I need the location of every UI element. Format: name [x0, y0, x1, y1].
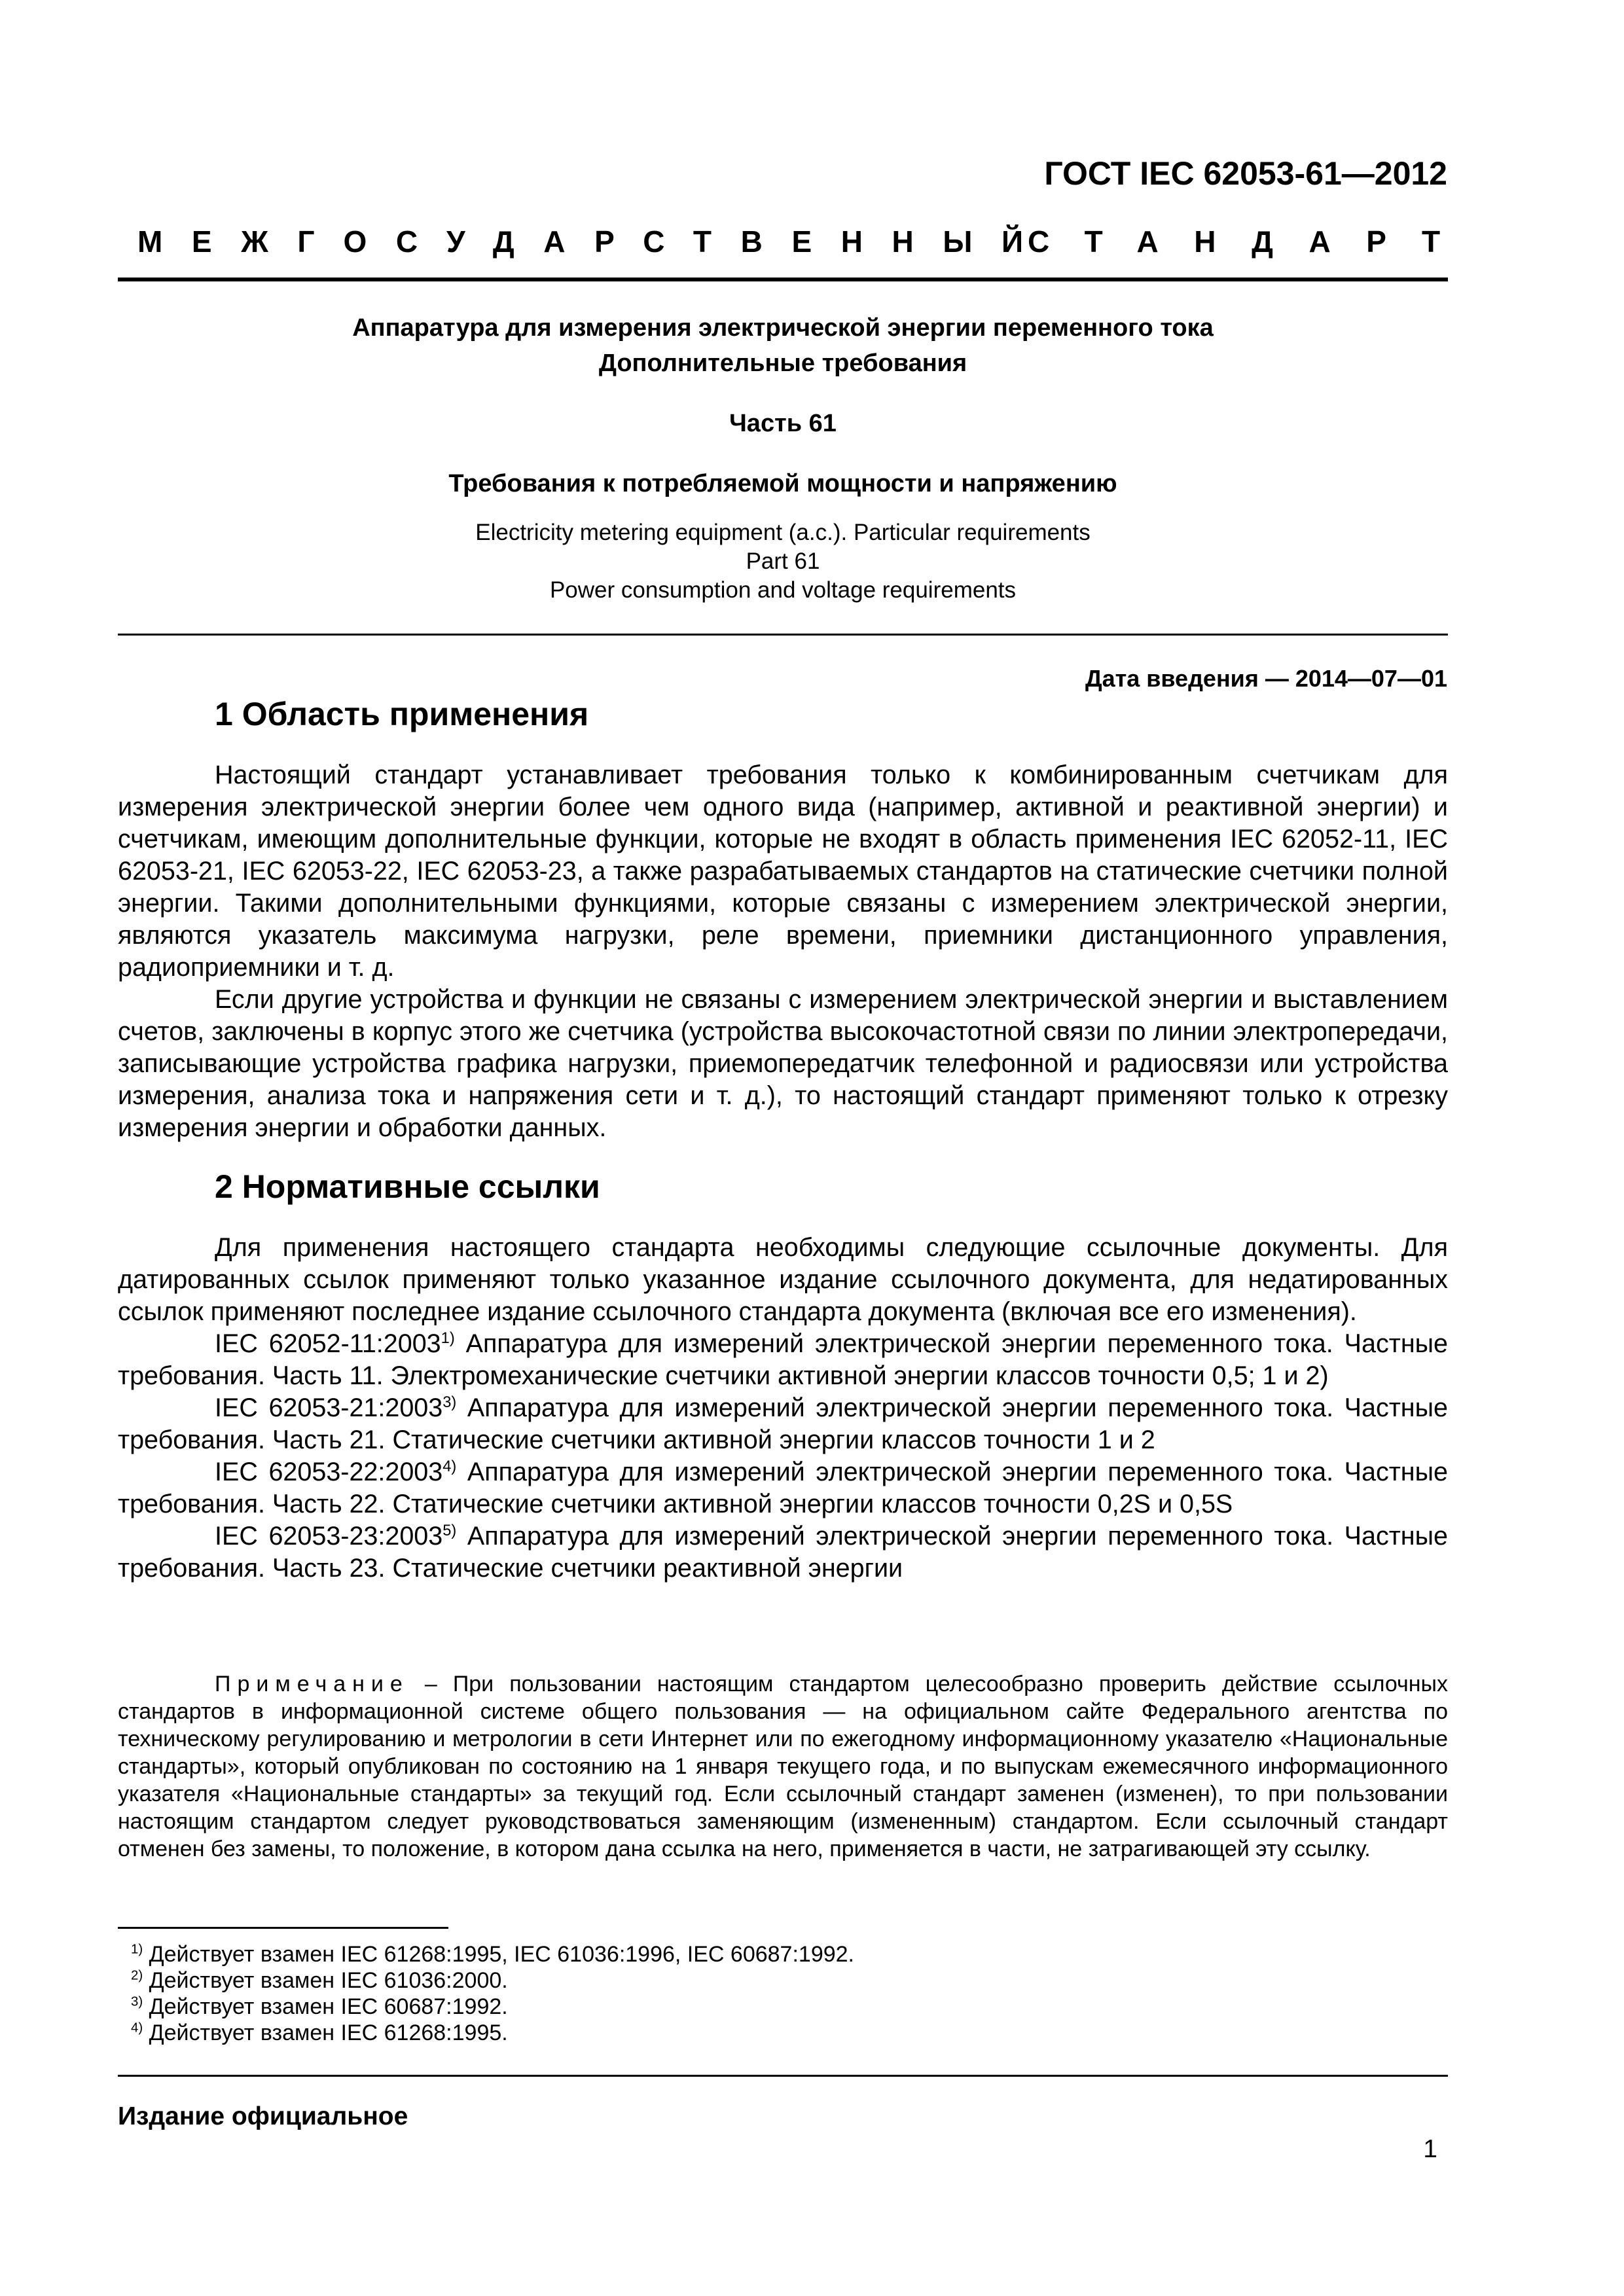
title-en-line-2: Part 61 [746, 548, 820, 574]
footnote-text: Действует взамен IEC 61268:1995. [143, 2020, 508, 2045]
reference-text: Аппаратура для измерений электрической энергии переменного тока. Частные требования. Часть 21. Статические счетчики активной энергии классов точности 1 и 2 [118, 1393, 1448, 1454]
edition-label: Издание официальное [118, 2102, 408, 2130]
reference-text: Аппаратура для измерений электрической энергии переменного тока. Частные требования. Часть 22. Статические счетчики активной энергии классов точности 0,2S и 0,5S [118, 1458, 1448, 1518]
footnote-item [131, 1941, 1448, 1967]
footnote-text: Действует взамен IEC 60687:1992. [143, 1994, 508, 2019]
reference-text: Аппаратура для измерений электрической энергии переменного тока. Частные требования. Часть 11. Электромеханические счетчики активной энергии классов точности 0,5; 1 и 2) [118, 1329, 1448, 1390]
reference-mark: 5) [442, 1522, 457, 1539]
reference-mark: 1) [441, 1329, 455, 1347]
title-subtitle: Требования к потребляемой мощности и напряжению [448, 470, 1117, 497]
section-2-heading: 2 Нормативные ссылки [215, 1168, 600, 1205]
footnote-item [131, 2020, 1448, 2046]
reference-item [118, 1392, 1448, 1456]
title-line-2: Дополнительные требования [598, 350, 967, 377]
title-line-1: Аппаратура для измерения электрической энергии переменного тока [352, 314, 1214, 342]
reference-code: IEC 62053-23:2003 [215, 1522, 443, 1551]
title-block [118, 310, 1448, 605]
footnote-rule [118, 1927, 448, 1929]
section-1-body [118, 759, 1448, 1144]
section-1-heading: 1 Область применения [215, 696, 589, 732]
note-block [118, 1670, 1448, 1863]
footnote-mark: 2) [131, 1968, 143, 1983]
reference-mark: 3) [442, 1393, 457, 1411]
section-1-paragraph-2: Если другие устройства и функции не связаны с измерением электрической энергии и выставлением счетов, заключены в корпус этого же счетчика (устройства высокочастотной связи по линии электропередачи, записывающие устройства графика нагрузки, приемопередатчик телефонной и радиосвязи или устройства измерения, анализа тока и напряжения сети и т. д.), то настоящий стандарт применяют только к отрезку измерения энергии и обработки данных. [118, 985, 1448, 1142]
footnote-text: Действует взамен IEC 61268:1995, IEC 61036:1996, IEC 60687:1992. [143, 1942, 854, 1967]
footnote-item [131, 1994, 1448, 2020]
standard-code: ГОСТ IEC 62053-61—2012 [1044, 155, 1447, 192]
note-text: – При пользовании настоящим стандартом целесообразно проверить действие ссылочных стандартов в информационной системе общего пользования — на официальном сайте Федерального агентства по техническому регулированию и метрологии в сети Интернет или по ежегодному информационному указателю «Национальные стандарты», который опубликован по состоянию на 1 января текущего года, и по выпускам ежемесячного информационного указателя «Национальные стандарты» за текущий год. Если ссылочный стандарт заменен (изменен), то при пользовании настоящим стандартом следует руководствоваться заменяющим (измененным) стандартом. Если ссылочный стандарт отменен без замены, то положение, в котором дана ссылка на него, применяется в части, не затрагивающей эту ссылку. [118, 1672, 1448, 1861]
footnote-item [131, 1967, 1448, 1994]
title-part: Часть 61 [729, 410, 837, 437]
note-paragraph [118, 1670, 1448, 1863]
page-number: 1 [1423, 2135, 1437, 2163]
reference-item [118, 1328, 1448, 1392]
footnote-text: Действует взамен IEC 61036:2000. [143, 1968, 508, 1993]
title-en-line-3: Power consumption and voltage requirements [549, 577, 1017, 603]
footnote-mark: 3) [131, 1994, 143, 2009]
footnotes [118, 1941, 1448, 2046]
footnote-mark: 1) [131, 1942, 143, 1957]
header-rule [118, 278, 1448, 281]
reference-code: IEC 62053-21:2003 [215, 1393, 443, 1422]
section-2-body [118, 1232, 1448, 1585]
title-en-line-1: Electricity metering equipment (a.c.). Particular requirements [475, 520, 1091, 545]
reference-code: IEC 62053-22:2003 [215, 1458, 443, 1486]
title-rule [118, 634, 1448, 636]
note-label: Примечание [215, 1672, 409, 1696]
standard-kind-left: МЕЖГОСУДАРСТВЕННЫЙ [137, 224, 1053, 259]
section-1-paragraph-1: Настоящий стандарт устанавливает требования только к комбинированным счетчикам для измерения электрической энергии более чем одного вида (например, активной и реактивной энергии) и счетчикам, имеющим дополнительные функции, которые не входят в область применения IEC 62052-11, IEC 62053-21, IEC 62053-22, IEC 62053-23, а также разрабатываемых стандартов на статические счетчики полной энергии. Такими дополнительными функциями, которые связаны с измерением электрической энергии, являются указатель максимума нагрузки, реле времени, приемники дистанционного управления, радиоприемники и т. д. [118, 761, 1448, 982]
reference-item [118, 1520, 1448, 1585]
reference-mark: 4) [442, 1458, 457, 1475]
footnote-mark: 4) [131, 2020, 143, 2036]
reference-item [118, 1456, 1448, 1520]
section-2-paragraph-1: Для применения настоящего стандарта необходимы следующие ссылочные документы. Для датированных ссылок применяют только указанное издание ссылочного документа, для недатированных ссылок применяют последнее издание ссылочного стандарта документа (включая все его изменения). [118, 1233, 1448, 1326]
footer-rule [118, 2075, 1448, 2077]
introduction-date: Дата введения — 2014—07—01 [1085, 665, 1447, 692]
standard-kind-right: СТАНДАРТ [1028, 224, 1476, 259]
reference-code: IEC 62052-11:2003 [215, 1329, 441, 1358]
reference-text: Аппаратура для измерений электрической энергии переменного тока. Частные требования. Часть 23. Статические счетчики реактивной энергии [118, 1522, 1448, 1583]
